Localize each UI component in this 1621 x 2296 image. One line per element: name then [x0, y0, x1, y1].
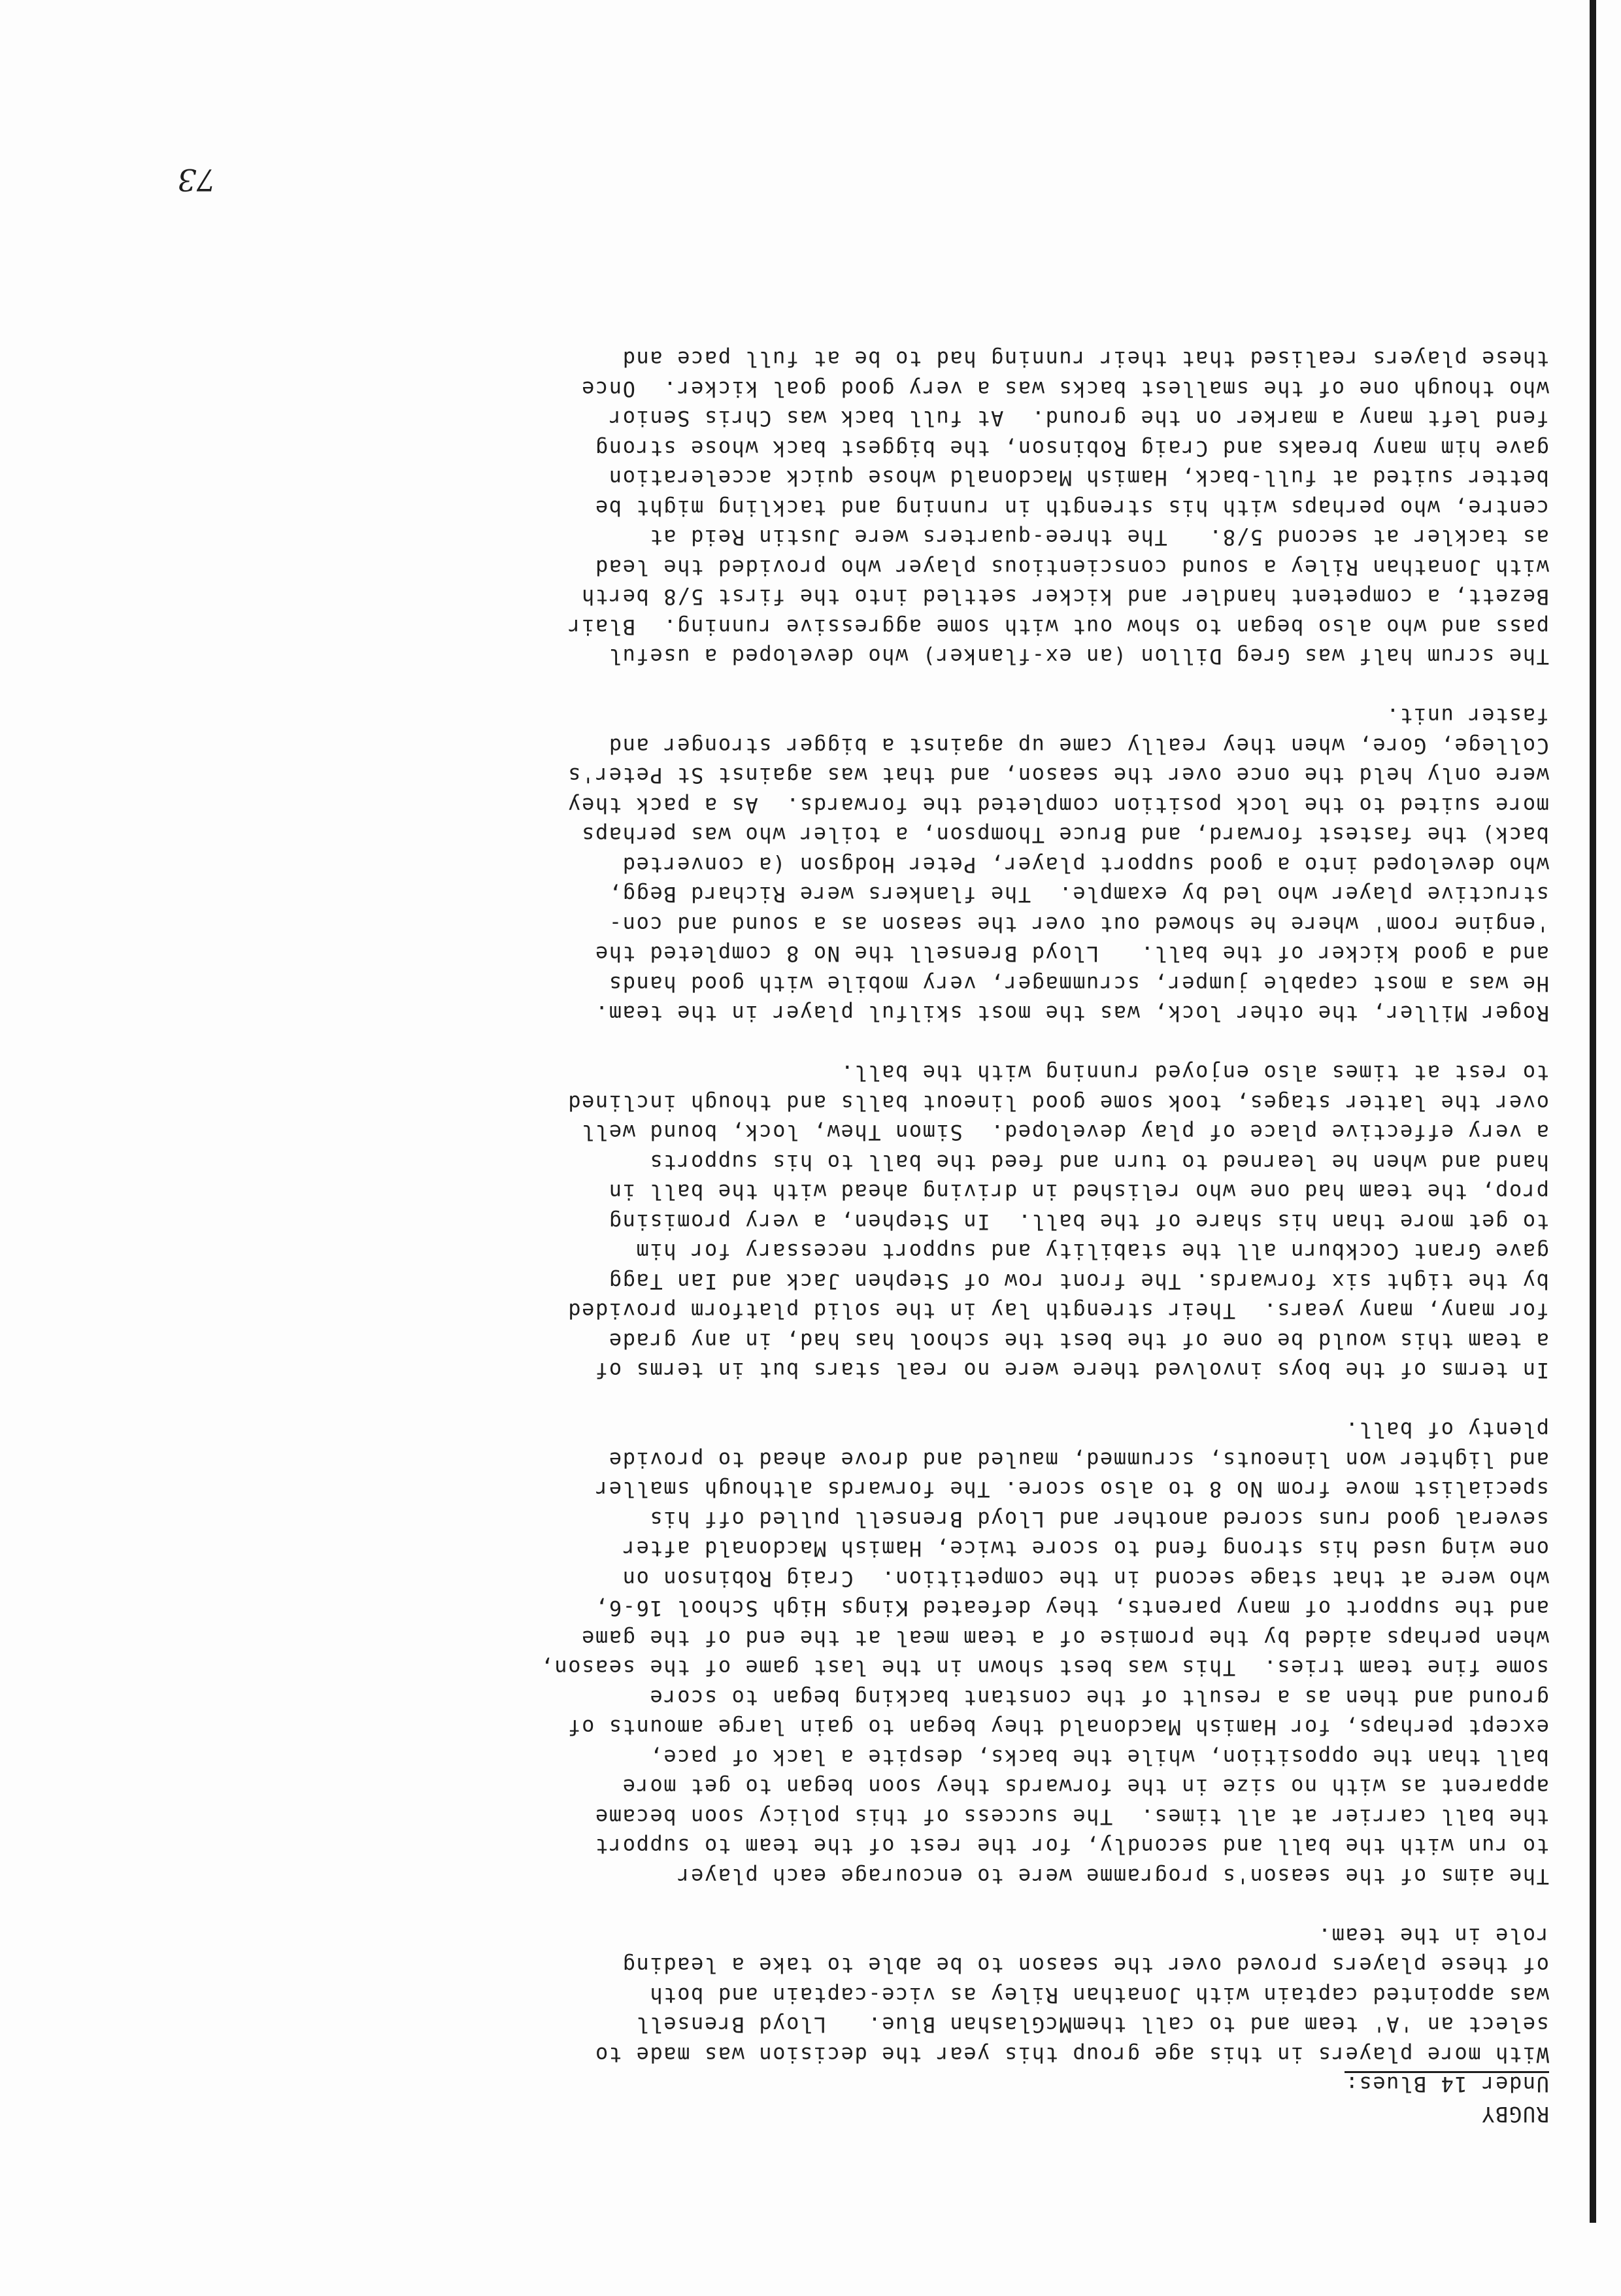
- paragraph-2: The aims of the season's programme were to encourage each player to run with the ball and secondly, for the rest of the team to support the ball carrier at all times. The success of this policy soon became apparent as with no size in the forwards they soon began to get more ball than the opposition, while the backs, despite a lack of pace, except perhaps, for Hamish Macdonald they began to gain large amounts of ground and then as a result of the constant backing began to score some fine team tries. This was best shown in the last game of the season, when perhaps aided by the promise of a team meal at the end of the game and the support of many parents, they defeated Kings High School 16-6, who were at that stage second in the competition. Craig Robinson on one wing used his strong fend to score twice, Hamish Macdonald after several good runs scored another and Lloyd Brensell pulled off his specialist move from No 8 to also score. The forwards although smaller and lighter won lineouts, scrummed, mauled and drove ahead to provide plenty of ball.: [539, 1417, 1549, 1889]
- section-title: RUGBY: [1480, 2102, 1549, 2127]
- document-body: [144, 314, 1549, 2129]
- page-number: 73: [177, 162, 216, 197]
- paragraph-4: Roger Miller, the other lock, was the most skilful player in the team. He was a most capable jumper, scrummager, very mobile with good hands and a good kicker of the ball. Lloyd Brensell the No 8 completed the 'engine room' where he showed out over the season as a sound and con- structive player who led by example. The flankers were Richard Begg, who developed into a good support player, Peter Hodgson (a converted back) the fastest forward, and Bruce Thompson, a toiler who was perhaps more suited to the lock position completed the forwards. As a pack they were only held the once over the season, and that was against St Peter's College, Gore, when they really came up against a bigger stronger and faster unit.: [567, 703, 1549, 1026]
- subsection-title: Under 14 Blues:: [1345, 2072, 1549, 2097]
- paragraph-5: The scrum half was Greg Dillon (an ex-flanker) who developed a useful pass and who also began to show out with some aggressive running. Blair Bezett, a competent handler and kicker settled into the first 5/8 berth with Jonathan Riley a sound conscientious player who provided the lead as tackler at second 5/8. The three-quarters were Justin Reid at centre, who perhaps with his strength in running and tackling might be better suited at full-back, Hamish Macdonald whose quick acceleration gave him many breaks and Craig Robinson, the biggest back whose strong fend left many a marker on the ground. At full back was Chris Senior who though one of the smallest backs was a very good goal kicker. Once these players realised that their running had to be at full pace and: [567, 346, 1549, 669]
- paragraph-3: In terms of the boys involved there were no real stars but in terms of a team this would be one of the best the school has had, in any grade for many, many years. Their strength lay in the solid platform provided by the tight six forwards. The front row of Stephen Jack and Ian Tagg gave Grant Cockburn all the stability and support necessary for him to get more than his share of the ball. In Stephen, a very promising prop, the team had one who relished in driving ahead with the ball in hand and when he learned to turn and feed the ball to his supports a very effective place of play developed. Simon Thew, lock, bound well over the latter stages, took some good lineout balls and though inclined to rest at times also enjoyed running with the ball.: [567, 1060, 1549, 1383]
- paragraph-1: With more players in this age group this year the decision was made to select an 'A' team and to call themMcGlashan Blue. Lloyd Brensell was appointed captain with Jonathan Riley as vice-captain and both of these players proved over the season to be able to take a leading role in the team.: [594, 1923, 1549, 2067]
